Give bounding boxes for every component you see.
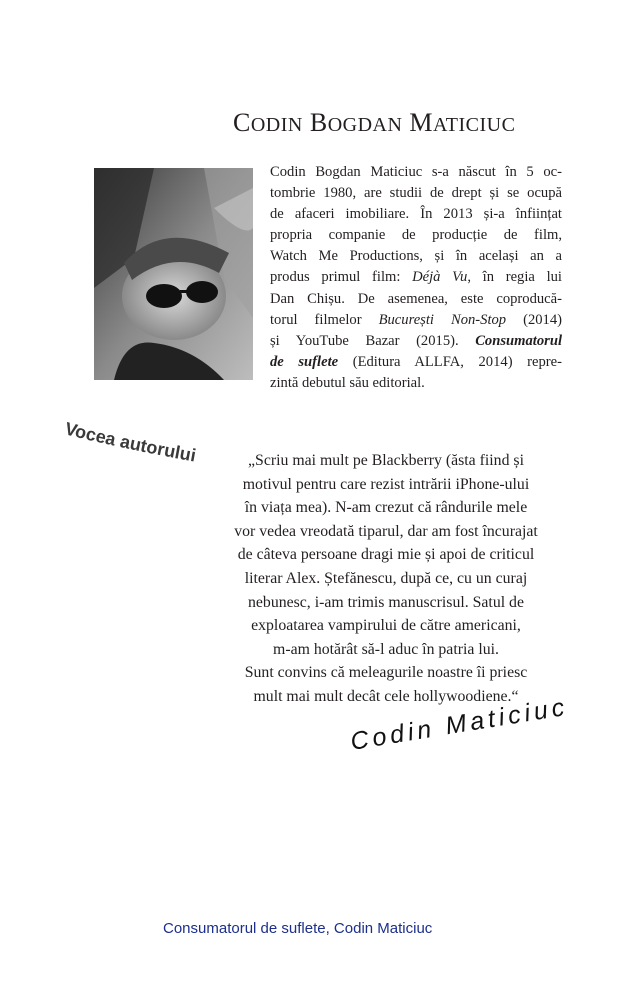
- quote-line: Sunt convins că meleagurile noastre îi priesc: [244, 664, 528, 682]
- signature-text: Codin Maticiuc: [348, 692, 571, 756]
- quote-line: „Scriu mai mult pe Blackberry (ăsta fiind și: [248, 452, 524, 469]
- quote-line: vor vedea vreodată tiparul, dar am fost încurajat: [234, 522, 538, 540]
- bio-line: Watch Me Productions, și în același an a: [270, 248, 562, 265]
- portrait-illustration: [94, 168, 253, 380]
- quote-line: mult mai mult decât cele hollywoodiene.“: [253, 687, 519, 705]
- quote-line: de câteva persoane dragi mie și apoi de criticul: [237, 546, 535, 564]
- bio-line: tombrie 1980, are studii de drept și se ocupă: [270, 185, 562, 202]
- quote-line: nebunesc, i-am trimis manuscrisul. Satul de: [248, 593, 524, 611]
- bio-line: Codin Bogdan Maticiuc s-a născut în 5 oc-: [270, 164, 562, 180]
- author-name-heading: [233, 108, 573, 138]
- voice-label-curved: [58, 420, 218, 480]
- quote-line: motivul pentru care rezist intrării iPhone-ului: [242, 475, 530, 493]
- bio-line: propria companie de producție de film,: [270, 227, 562, 244]
- quote-line: în viața mea). N-am crezut că rândurile mele: [244, 499, 528, 517]
- bio-line: Dan Chișu. De asemenea, este coproducă-: [270, 290, 562, 307]
- bio-line: torul filmelor București Non-Stop (2014): [270, 311, 563, 328]
- bio-line: produs primul film: Déjà Vu, în regia lui: [270, 269, 562, 286]
- bio-line: zintă debutul său editorial.: [270, 374, 425, 391]
- bio-line: de suflete (Editura ALLFA, 2014) repre-: [270, 353, 562, 370]
- quote-line: exploatarea vampirului de către americani,: [251, 617, 521, 635]
- author-last-name: MATICIUC: [409, 108, 516, 137]
- quote-line: literar Alex. Ștefănescu, după ce, cu un curaj: [244, 569, 528, 587]
- author-portrait-photo: [94, 168, 253, 380]
- book-footer: Consumatorul de suflete, Codin Maticiuc: [163, 920, 433, 937]
- author-biography: [270, 162, 562, 394]
- quote-line: m-am hotărât să-l aduc în patria lui.: [273, 640, 499, 658]
- author-quote: [196, 449, 576, 709]
- bio-line: și YouTube Bazar (2015). Consumatorul: [270, 332, 562, 349]
- author-first-name: CODIN: [233, 108, 303, 137]
- voice-label-text: Vocea autorului: [62, 420, 198, 466]
- author-middle-name: BOGDAN: [309, 108, 403, 137]
- author-signature: [348, 690, 588, 760]
- bio-line: de afaceri imobiliare. În 2013 și-a înființat: [270, 206, 562, 223]
